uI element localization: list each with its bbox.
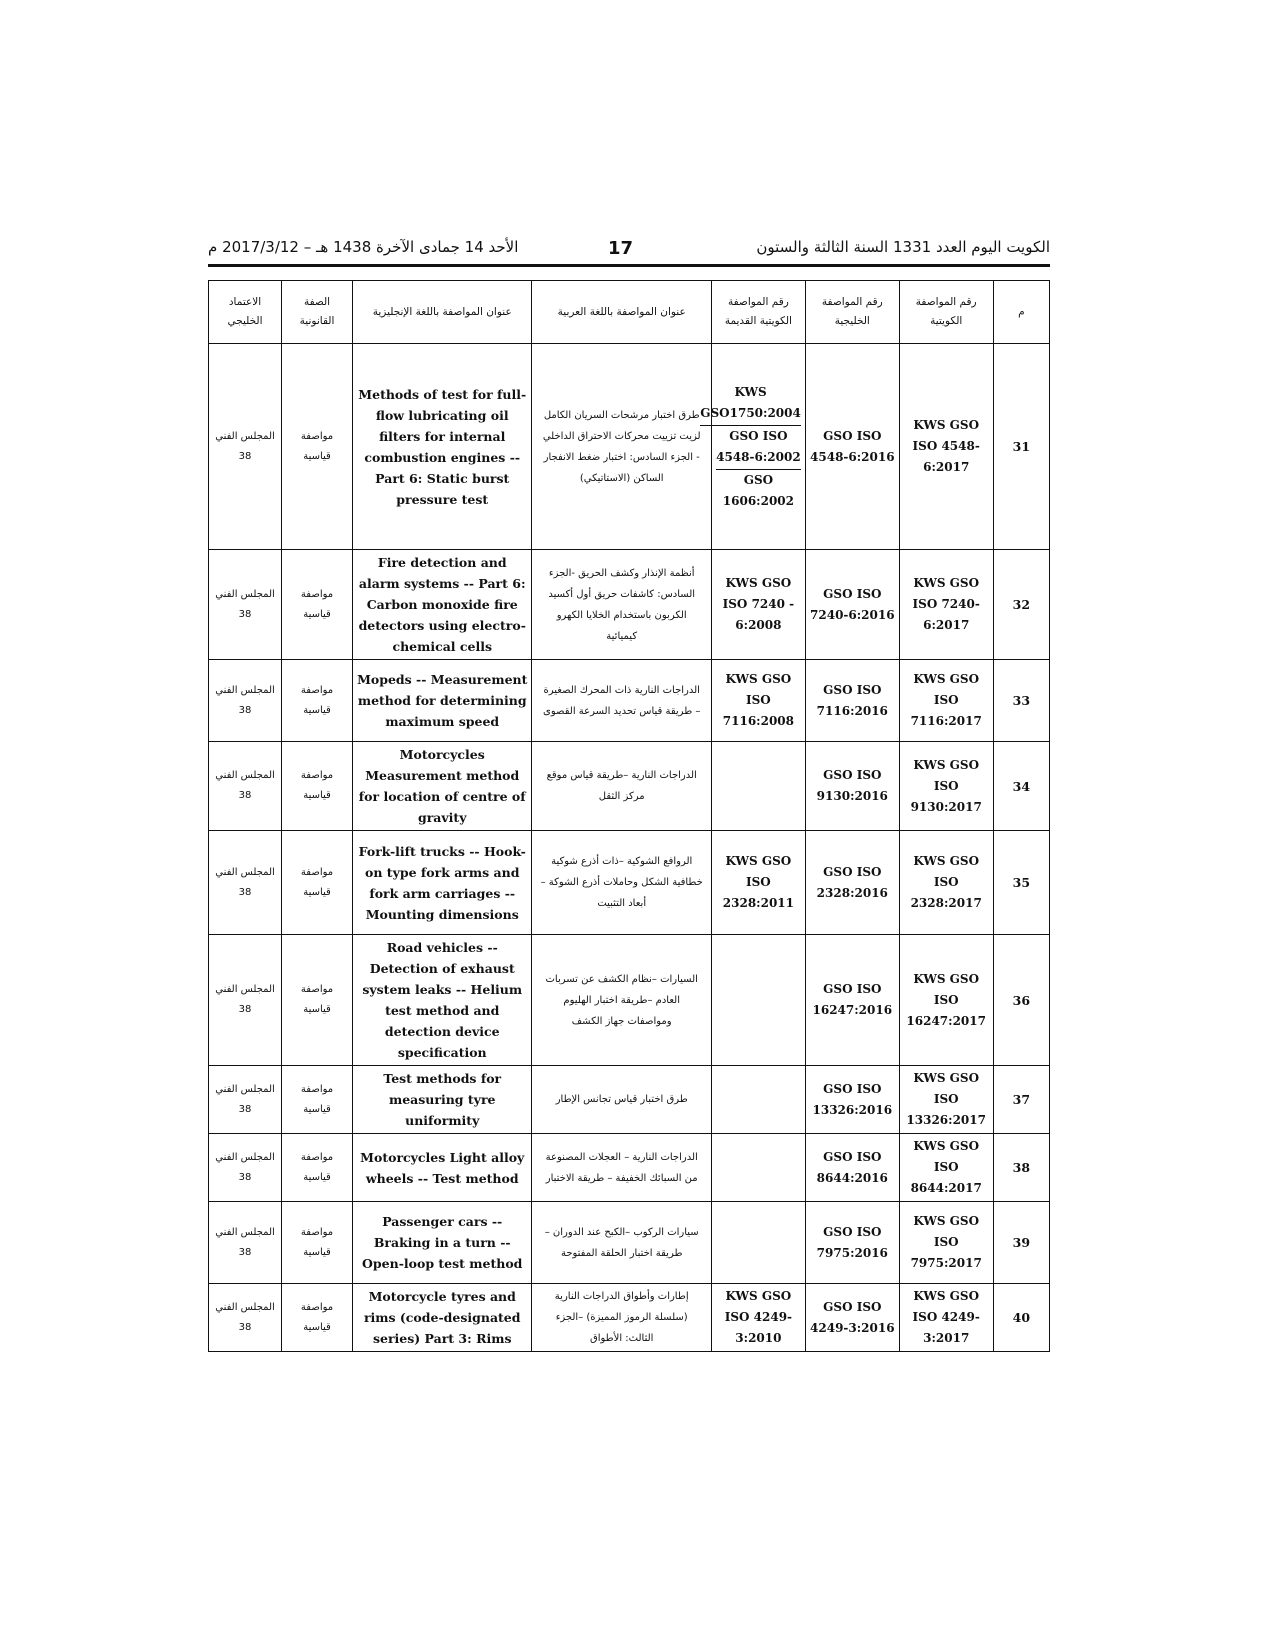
gso-number-cell: GSO ISO 4249-3:2016	[805, 1284, 899, 1352]
arabic-title-cell: أنظمة الإنذار وكشف الحريق -الجزء السادس: كاشفات حريق أول أكسيد الكربون باستخدام الخلايا الكهرو كيميائية	[532, 550, 711, 660]
arabic-title-cell: طرق اختبار قياس تجانس الإطار	[532, 1066, 711, 1134]
table-row	[209, 1284, 1050, 1352]
legal-status-cell: مواصفة قياسية	[282, 550, 353, 660]
arabic-title-cell: الدراجات النارية ذات المحرك الصغيرة – طريقة قياس تحديد السرعة القصوى	[532, 660, 711, 742]
legal-status-cell: مواصفة قياسية	[282, 660, 353, 742]
gulf-approval-cell: المجلس الفني 38	[209, 1066, 282, 1134]
old-kws-number-cell	[711, 660, 805, 742]
legal-status-cell: مواصفة قياسية	[282, 1284, 353, 1352]
table-header-row	[209, 281, 1050, 344]
gso-number-cell: GSO ISO 7975:2016	[805, 1202, 899, 1284]
old-kws-number-cell	[711, 935, 805, 1066]
old-kws-number-cell	[711, 831, 805, 935]
old-kws-number: KWS GSO ISO 7116:2008	[722, 672, 794, 728]
english-title-cell: Road vehicles -- Detection of exhaust system leaks -- Helium test method and detection device specification	[353, 935, 532, 1066]
arabic-title-cell: سيارات الركوب –الكبح عند الدوران –طريقة اختبار الحلقة المفتوحة	[532, 1202, 711, 1284]
kws-number-cell: KWS GSO ISO 9130:2017	[899, 742, 993, 831]
page-number: 17	[608, 238, 634, 259]
table-row	[209, 660, 1050, 742]
gulf-approval-cell: المجلس الفني 38	[209, 550, 282, 660]
kws-number-cell: KWS GSO ISO 7975:2017	[899, 1202, 993, 1284]
page-header	[208, 236, 1050, 262]
gulf-approval-cell: المجلس الفني 38	[209, 831, 282, 935]
old-kws-number-cell	[711, 1284, 805, 1352]
row-number-cell: 37	[993, 1066, 1049, 1134]
english-title-cell: Motorcycles Light alloy wheels -- Test method	[353, 1134, 532, 1202]
arabic-title-cell: طرق اختبار مرشحات السريان الكامل لزيت تزييت محركات الاحتراق الداخلي - الجزء السادس: اختبار ضغط الانفجار الساكن (الاستاتيكي)	[532, 344, 711, 550]
legal-status-cell: مواصفة قياسية	[282, 935, 353, 1066]
table-row	[209, 1066, 1050, 1134]
col-header-kws: رقم المواصفة الكويتية	[899, 281, 993, 344]
gulf-approval-cell: المجلس الفني 38	[209, 344, 282, 550]
row-number-cell: 36	[993, 935, 1049, 1066]
legal-status-cell: مواصفة قياسية	[282, 831, 353, 935]
gso-number-cell: GSO ISO 4548-6:2016	[805, 344, 899, 550]
old-kws-number-cell	[711, 550, 805, 660]
kws-number-cell: KWS GSO ISO 7240-6:2017	[899, 550, 993, 660]
gso-number-cell: GSO ISO 9130:2016	[805, 742, 899, 831]
col-header-arabic-title: عنوان المواصفة باللغة العربية	[532, 281, 711, 344]
old-kws-number: KWS GSO1750:2004	[700, 382, 801, 426]
gulf-approval-cell: المجلس الفني 38	[209, 1284, 282, 1352]
col-header-old-kws: رقم المواصفة الكويتية القديمة	[711, 281, 805, 344]
arabic-title-cell: إطارات وأطواق الدراجات النارية (سلسلة الرموز المميزة) –الجزء الثالث: الأطواق	[532, 1284, 711, 1352]
table-row	[209, 344, 1050, 550]
table-row	[209, 742, 1050, 831]
gso-number-cell: GSO ISO 7240-6:2016	[805, 550, 899, 660]
legal-status-cell: مواصفة قياسية	[282, 742, 353, 831]
table-row	[209, 550, 1050, 660]
legal-status-cell: مواصفة قياسية	[282, 344, 353, 550]
gso-number-cell: GSO ISO 13326:2016	[805, 1066, 899, 1134]
header-issue-text: الكويت اليوم العدد 1331 السنة الثالثة والستون	[756, 238, 1050, 256]
gso-number-cell: GSO ISO 2328:2016	[805, 831, 899, 935]
col-header-english-title: عنوان المواصفة باللغة الإنجليزية	[353, 281, 532, 344]
gulf-approval-cell: المجلس الفني 38	[209, 935, 282, 1066]
legal-status-cell: مواصفة قياسية	[282, 1066, 353, 1134]
col-header-number: م	[993, 281, 1049, 344]
gulf-approval-cell: المجلس الفني 38	[209, 660, 282, 742]
gulf-approval-cell: المجلس الفني 38	[209, 1202, 282, 1284]
old-kws-number-cell	[711, 1202, 805, 1284]
row-number-cell: 32	[993, 550, 1049, 660]
old-kws-number: GSO ISO 4548-6:2002	[716, 426, 801, 470]
english-title-cell: Test methods for measuring tyre uniformity	[353, 1066, 532, 1134]
english-title-cell: Passenger cars -- Braking in a turn -- Open-loop test method	[353, 1202, 532, 1284]
old-kws-number: GSO 1606:2002	[722, 472, 794, 508]
row-number-cell: 34	[993, 742, 1049, 831]
legal-status-cell: مواصفة قياسية	[282, 1134, 353, 1202]
row-number-cell: 33	[993, 660, 1049, 742]
english-title-cell: Fire detection and alarm systems -- Part 6: Carbon monoxide fire detectors using electro-chemical cells	[353, 550, 532, 660]
old-kws-number-cell	[700, 344, 805, 550]
col-header-gulf-approval: الاعتماد الخليجي	[209, 281, 282, 344]
kws-number-cell: KWS GSO ISO 16247:2017	[899, 935, 993, 1066]
arabic-title-cell: الدراجات النارية – العجلات المصنوعة من السبائك الخفيفة – طريقة الاختبار	[532, 1134, 711, 1202]
table-body	[209, 344, 1050, 1352]
legal-status-cell: مواصفة قياسية	[282, 1202, 353, 1284]
row-number-cell: 40	[993, 1284, 1049, 1352]
kws-number-cell: KWS GSO ISO 7116:2017	[899, 660, 993, 742]
header-date-text: الأحد 14 جمادى الآخرة 1438 هـ – 2017/3/12 م	[208, 238, 519, 256]
old-kws-number: KWS GSO ISO 2328:2011	[722, 854, 794, 910]
kws-number-cell: KWS GSO ISO 2328:2017	[899, 831, 993, 935]
old-kws-number-cell	[711, 742, 805, 831]
old-kws-number: KWS GSO ISO 4249-3:2010	[724, 1289, 793, 1345]
row-number-cell: 39	[993, 1202, 1049, 1284]
gso-number-cell: GSO ISO 8644:2016	[805, 1134, 899, 1202]
old-kws-number-cell	[711, 1066, 805, 1134]
gulf-approval-cell: المجلس الفني 38	[209, 1134, 282, 1202]
table-row	[209, 831, 1050, 935]
english-title-cell: Methods of test for full-flow lubricating oil filters for internal combustion engines -- Part 6: Static burst pressure test	[353, 344, 532, 550]
row-number-cell: 38	[993, 1134, 1049, 1202]
arabic-title-cell: السيارات –نظام الكشف عن تسربات العادم –طريقة اختبار الهليوم ومواصفات جهاز الكشف	[532, 935, 711, 1066]
header-divider	[208, 264, 1050, 267]
kws-number-cell: KWS GSO ISO 4249-3:2017	[899, 1284, 993, 1352]
kws-number-cell: KWS GSO ISO 13326:2017	[899, 1066, 993, 1134]
gso-number-cell: GSO ISO 7116:2016	[805, 660, 899, 742]
english-title-cell: Motorcycle tyres and rims (code-designated series) Part 3: Rims	[353, 1284, 532, 1352]
arabic-title-cell: الروافع الشوكية –ذات أذرع شوكية خطافية الشكل وحاملات أذرع الشوكة –أبعاد التثبيت	[532, 831, 711, 935]
table-row	[209, 1134, 1050, 1202]
old-kws-number-cell	[711, 1134, 805, 1202]
row-number-cell: 35	[993, 831, 1049, 935]
english-title-cell: Mopeds -- Measurement method for determining maximum speed	[353, 660, 532, 742]
gulf-approval-cell: المجلس الفني 38	[209, 742, 282, 831]
english-title-cell: Fork-lift trucks -- Hook-on type fork arms and fork arm carriages -- Mounting dimensions	[353, 831, 532, 935]
english-title-cell: Motorcycles Measurement method for location of centre of gravity	[353, 742, 532, 831]
col-header-legal-status: الصفة القانونية	[282, 281, 353, 344]
gso-number-cell: GSO ISO 16247:2016	[805, 935, 899, 1066]
standards-table	[208, 280, 1050, 1352]
table-row	[209, 935, 1050, 1066]
kws-number-cell: KWS GSO ISO 8644:2017	[899, 1134, 993, 1202]
old-kws-number: KWS GSO ISO 7240 - 6:2008	[722, 576, 795, 632]
arabic-title-cell: الدراجات النارية –طريقة قياس موقع مركز الثقل	[532, 742, 711, 831]
col-header-gso: رقم المواصفة الخليجية	[805, 281, 899, 344]
row-number-cell: 31	[993, 344, 1049, 550]
kws-number-cell: KWS GSO ISO 4548-6:2017	[899, 344, 993, 550]
table-row	[209, 1202, 1050, 1284]
